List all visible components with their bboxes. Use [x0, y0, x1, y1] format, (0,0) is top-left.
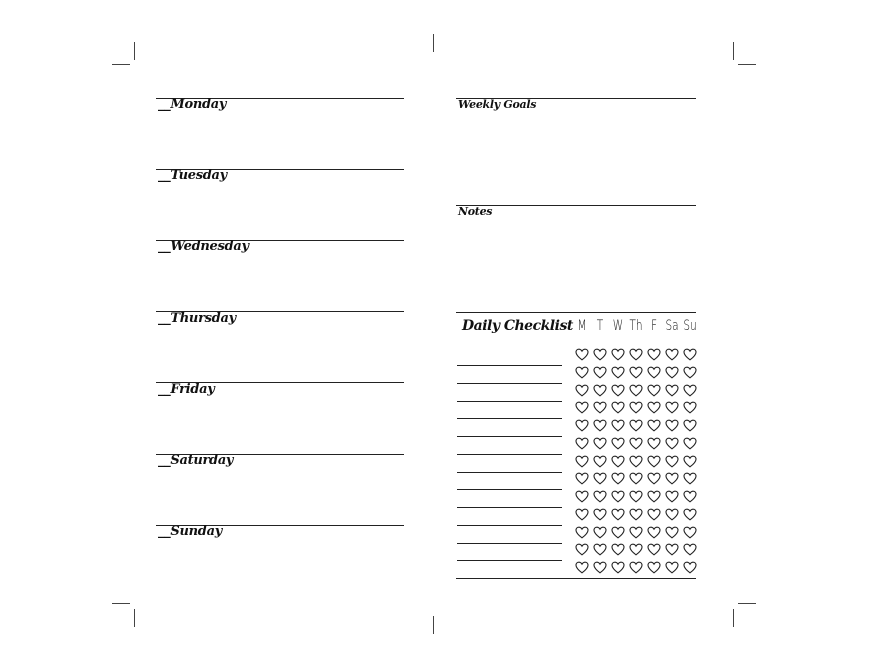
heart-outline-icon[interactable] — [593, 401, 607, 414]
crop-mark — [134, 42, 135, 60]
heart-outline-icon[interactable] — [611, 543, 625, 556]
weekly-goals-label[interactable]: Weekly Goals — [458, 98, 537, 111]
day-label-friday[interactable] — [158, 382, 214, 397]
day-prefix: __ — [158, 97, 171, 112]
checklist-task-line[interactable] — [457, 436, 562, 437]
heart-outline-icon[interactable] — [575, 543, 589, 556]
day-name: Monday — [170, 97, 227, 112]
heart-outline-icon[interactable] — [629, 455, 643, 468]
heart-outline-icon[interactable] — [575, 490, 589, 503]
heart-outline-icon[interactable] — [665, 472, 679, 485]
heart-outline-icon[interactable] — [665, 384, 679, 397]
heart-outline-icon[interactable] — [683, 543, 697, 556]
checklist-top-rule — [456, 312, 696, 313]
heart-outline-icon[interactable] — [665, 490, 679, 503]
heart-outline-icon[interactable] — [611, 508, 625, 521]
heart-outline-icon[interactable] — [611, 366, 625, 379]
day-label-saturday[interactable] — [158, 453, 233, 468]
heart-outline-icon[interactable] — [629, 508, 643, 521]
heart-outline-icon[interactable] — [629, 472, 643, 485]
heart-outline-icon[interactable] — [665, 526, 679, 539]
heart-outline-icon[interactable] — [683, 419, 697, 432]
heart-outline-icon[interactable] — [593, 472, 607, 485]
heart-outline-icon[interactable] — [683, 366, 697, 379]
heart-outline-icon[interactable] — [647, 437, 661, 450]
checklist-day-header: M — [577, 318, 587, 334]
heart-outline-icon[interactable] — [647, 366, 661, 379]
heart-outline-icon[interactable] — [647, 543, 661, 556]
heart-outline-icon[interactable] — [611, 455, 625, 468]
heart-outline-icon[interactable] — [683, 490, 697, 503]
day-name: Sunday — [170, 524, 222, 539]
day-prefix: __ — [158, 168, 171, 183]
day-label-tuesday[interactable] — [158, 168, 227, 183]
heart-outline-icon[interactable] — [629, 401, 643, 414]
heart-outline-icon[interactable] — [575, 508, 589, 521]
heart-outline-icon[interactable] — [665, 419, 679, 432]
heart-outline-icon[interactable] — [593, 366, 607, 379]
day-prefix: __ — [158, 239, 171, 254]
checklist-task-line[interactable] — [457, 560, 562, 561]
heart-outline-icon[interactable] — [593, 455, 607, 468]
heart-outline-icon[interactable] — [611, 401, 625, 414]
heart-outline-icon[interactable] — [629, 543, 643, 556]
crop-mark — [433, 616, 434, 634]
heart-outline-icon[interactable] — [593, 561, 607, 574]
heart-outline-icon[interactable] — [683, 526, 697, 539]
checklist-day-header: F — [650, 318, 658, 334]
crop-mark — [112, 603, 130, 604]
heart-outline-icon[interactable] — [647, 401, 661, 414]
checklist-task-line[interactable] — [457, 383, 562, 384]
checklist-title: Daily Checklist — [462, 318, 573, 334]
checklist-task-line[interactable] — [457, 418, 562, 419]
heart-outline-icon[interactable] — [611, 472, 625, 485]
checklist-task-line[interactable] — [457, 401, 562, 402]
day-label-thursday[interactable] — [158, 311, 236, 326]
heart-outline-icon[interactable] — [575, 419, 589, 432]
heart-outline-icon[interactable] — [593, 348, 607, 361]
heart-outline-icon[interactable] — [611, 490, 625, 503]
heart-outline-icon[interactable] — [683, 348, 697, 361]
heart-outline-icon[interactable] — [683, 472, 697, 485]
notes-label[interactable]: Notes — [458, 205, 493, 218]
heart-outline-icon[interactable] — [629, 526, 643, 539]
checklist-task-line[interactable] — [457, 472, 562, 473]
checklist-task-line[interactable] — [457, 543, 562, 544]
heart-outline-icon[interactable] — [611, 437, 625, 450]
heart-outline-icon[interactable] — [575, 526, 589, 539]
heart-outline-icon[interactable] — [665, 561, 679, 574]
day-name: Tuesday — [170, 168, 227, 183]
heart-outline-icon[interactable] — [593, 384, 607, 397]
heart-outline-icon[interactable] — [575, 401, 589, 414]
heart-outline-icon[interactable] — [611, 419, 625, 432]
heart-outline-icon[interactable] — [629, 419, 643, 432]
heart-outline-icon[interactable] — [647, 419, 661, 432]
heart-outline-icon[interactable] — [629, 348, 643, 361]
heart-outline-icon[interactable] — [647, 561, 661, 574]
heart-outline-icon[interactable] — [593, 543, 607, 556]
heart-outline-icon[interactable] — [593, 508, 607, 521]
heart-outline-icon[interactable] — [665, 543, 679, 556]
crop-mark — [738, 64, 756, 65]
heart-outline-icon[interactable] — [575, 561, 589, 574]
heart-outline-icon[interactable] — [647, 490, 661, 503]
heart-outline-icon[interactable] — [575, 384, 589, 397]
checklist-day-header: Su — [683, 318, 697, 334]
crop-mark — [733, 609, 734, 627]
heart-outline-icon[interactable] — [665, 348, 679, 361]
crop-mark — [433, 34, 434, 52]
heart-outline-icon[interactable] — [683, 508, 697, 521]
day-label-monday[interactable] — [158, 97, 226, 112]
checklist-task-line[interactable] — [457, 525, 562, 526]
crop-mark — [112, 64, 130, 65]
heart-outline-icon[interactable] — [647, 348, 661, 361]
heart-outline-icon[interactable] — [575, 455, 589, 468]
day-label-wednesday[interactable] — [158, 239, 249, 254]
heart-outline-icon[interactable] — [629, 366, 643, 379]
day-label-sunday[interactable] — [158, 524, 222, 539]
day-name: Thursday — [170, 311, 236, 326]
crop-mark — [134, 609, 135, 627]
heart-outline-icon[interactable] — [683, 437, 697, 450]
checklist-task-line[interactable] — [457, 365, 562, 366]
day-name: Friday — [170, 382, 215, 397]
heart-outline-icon[interactable] — [647, 384, 661, 397]
heart-outline-icon[interactable] — [575, 366, 589, 379]
heart-outline-icon[interactable] — [611, 526, 625, 539]
heart-outline-icon[interactable] — [575, 437, 589, 450]
heart-outline-icon[interactable] — [611, 348, 625, 361]
checklist-bottom-rule — [456, 578, 696, 579]
heart-outline-icon[interactable] — [629, 561, 643, 574]
day-prefix: __ — [158, 311, 171, 326]
heart-outline-icon[interactable] — [665, 366, 679, 379]
checklist-task-line[interactable] — [457, 489, 562, 490]
heart-outline-icon[interactable] — [683, 561, 697, 574]
heart-outline-icon[interactable] — [647, 472, 661, 485]
heart-outline-icon[interactable] — [611, 384, 625, 397]
checklist-task-line[interactable] — [457, 454, 562, 455]
heart-outline-icon[interactable] — [683, 384, 697, 397]
checklist-task-line[interactable] — [457, 507, 562, 508]
heart-outline-icon[interactable] — [575, 348, 589, 361]
heart-outline-icon[interactable] — [575, 472, 589, 485]
heart-outline-icon[interactable] — [647, 508, 661, 521]
heart-outline-icon[interactable] — [683, 401, 697, 414]
day-prefix: __ — [158, 524, 171, 539]
day-prefix: __ — [158, 453, 171, 468]
heart-outline-icon[interactable] — [629, 490, 643, 503]
heart-outline-icon[interactable] — [665, 437, 679, 450]
heart-outline-icon[interactable] — [665, 401, 679, 414]
heart-outline-icon[interactable] — [665, 508, 679, 521]
heart-outline-icon[interactable] — [593, 490, 607, 503]
heart-outline-icon[interactable] — [593, 526, 607, 539]
crop-mark — [738, 603, 756, 604]
heart-outline-icon[interactable] — [647, 455, 661, 468]
heart-outline-icon[interactable] — [665, 455, 679, 468]
heart-outline-icon[interactable] — [629, 384, 643, 397]
day-prefix: __ — [158, 382, 171, 397]
checklist-day-header: T — [596, 318, 604, 334]
day-name: Saturday — [170, 453, 234, 468]
heart-outline-icon[interactable] — [629, 437, 643, 450]
checklist-day-header: Sa — [665, 318, 679, 334]
heart-outline-icon[interactable] — [611, 561, 625, 574]
checklist-day-header: Th — [629, 318, 643, 334]
heart-outline-icon[interactable] — [683, 455, 697, 468]
heart-outline-icon[interactable] — [593, 437, 607, 450]
crop-mark — [733, 42, 734, 60]
heart-outline-icon[interactable] — [647, 526, 661, 539]
heart-outline-icon[interactable] — [593, 419, 607, 432]
checklist-day-header: W — [612, 318, 624, 334]
day-name: Wednesday — [170, 239, 249, 254]
